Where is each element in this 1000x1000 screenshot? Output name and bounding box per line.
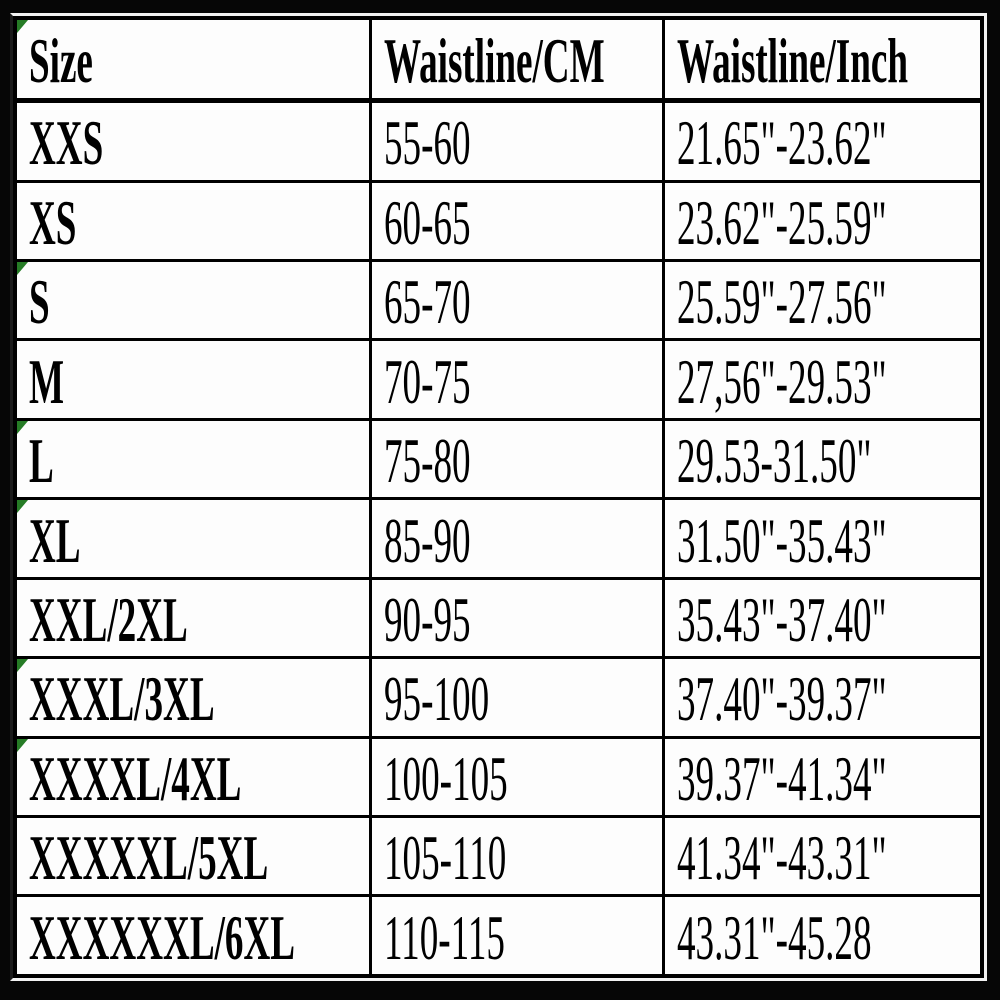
waistline-cm-value: 105-110 [383,822,506,894]
table-row [15,578,982,657]
column-header-waistline-inch-label: Waistline/Inch [676,25,908,96]
waistline-cm-value: 65-70 [383,266,471,338]
waistline-cm-cell [370,340,663,419]
size-cell [15,260,370,339]
size-value: XXXL/3XL [29,663,215,735]
size-value: XXL/2XL [29,583,188,655]
waistline-cm-cell [370,658,663,737]
waistline-inch-cell [663,578,982,657]
waistline-cm-cell [370,260,663,339]
size-cell [15,101,370,182]
cell-corner-marker-icon [17,20,28,33]
table-row [15,499,982,578]
waistline-cm-cell [370,419,663,498]
column-header-size-label: Size [29,25,93,96]
column-header-waistline-cm-label: Waistline/CM [383,25,605,96]
waistline-cm-cell [370,578,663,657]
waistline-cm-value: 95-100 [383,663,489,735]
waistline-inch-value: 43.31"-45.28 [676,901,872,973]
size-chart-table [13,16,984,978]
table-header [15,18,982,101]
waistline-inch-value: 23.62"-25.59" [676,186,887,258]
table-row [15,817,982,896]
waistline-cm-value: 55-60 [383,107,471,179]
table-sheet [10,13,987,981]
table-row [15,101,982,182]
waistline-cm-cell [370,181,663,260]
cell-corner-marker-icon [17,500,28,513]
waistline-inch-cell [663,499,982,578]
waistline-inch-value: 31.50"-35.43" [676,504,887,576]
waistline-inch-cell [663,260,982,339]
waistline-inch-value: 39.37"-41.34" [676,742,887,814]
table-row [15,658,982,737]
column-header-size [15,18,370,101]
waistline-cm-cell [370,101,663,182]
waistline-cm-cell [370,737,663,816]
waistline-cm-value: 110-115 [383,901,505,973]
waistline-cm-value: 100-105 [383,742,508,814]
cell-corner-marker-icon [17,421,28,434]
waistline-inch-value: 25.59"-27.56" [676,266,887,338]
table-row [15,181,982,260]
waistline-inch-cell [663,181,982,260]
size-value: L [29,425,54,497]
header-row [15,18,982,101]
size-cell [15,896,370,976]
cell-corner-marker-icon [17,659,28,672]
size-value: XXS [29,107,104,179]
size-cell [15,419,370,498]
waistline-cm-cell [370,499,663,578]
waistline-inch-value: 41.34"-43.31" [676,822,887,894]
waistline-inch-value: 29.53-31.50" [676,425,872,497]
cell-corner-marker-icon [17,739,28,752]
waistline-cm-value: 75-80 [383,425,471,497]
waistline-cm-value: 60-65 [383,186,471,258]
size-cell [15,181,370,260]
waistline-inch-cell [663,658,982,737]
table-row [15,340,982,419]
waistline-inch-cell [663,737,982,816]
table-body [15,101,982,977]
size-value: XXXXXL/5XL [29,822,269,894]
table-row [15,896,982,976]
table-row [15,260,982,339]
size-value: XL [29,504,81,576]
waistline-inch-cell [663,896,982,976]
column-header-waistline-inch [663,18,982,101]
size-value: XXXXL/4XL [29,742,242,814]
waistline-cm-value: 70-75 [383,345,471,417]
waistline-inch-cell [663,101,982,182]
size-value: S [29,266,50,338]
size-cell [15,499,370,578]
size-cell [15,817,370,896]
size-cell [15,658,370,737]
cell-corner-marker-icon [17,262,28,275]
size-cell [15,737,370,816]
waistline-inch-value: 21.65"-23.62" [676,107,887,179]
size-value: XXXXXXL/6XL [29,901,296,973]
table-row [15,419,982,498]
waistline-cm-cell [370,896,663,976]
size-cell [15,578,370,657]
waistline-cm-cell [370,817,663,896]
waistline-inch-cell [663,340,982,419]
size-value: M [29,345,65,417]
waistline-inch-cell [663,419,982,498]
waistline-cm-value: 85-90 [383,504,471,576]
size-cell [15,340,370,419]
table-row [15,737,982,816]
waistline-inch-value: 27,56"-29.53" [676,345,887,417]
column-header-waistline-cm [370,18,663,101]
size-value: XS [29,186,77,258]
waistline-cm-value: 90-95 [383,583,471,655]
waistline-inch-value: 35.43"-37.40" [676,583,887,655]
waistline-inch-cell [663,817,982,896]
waistline-inch-value: 37.40"-39.37" [676,663,887,735]
